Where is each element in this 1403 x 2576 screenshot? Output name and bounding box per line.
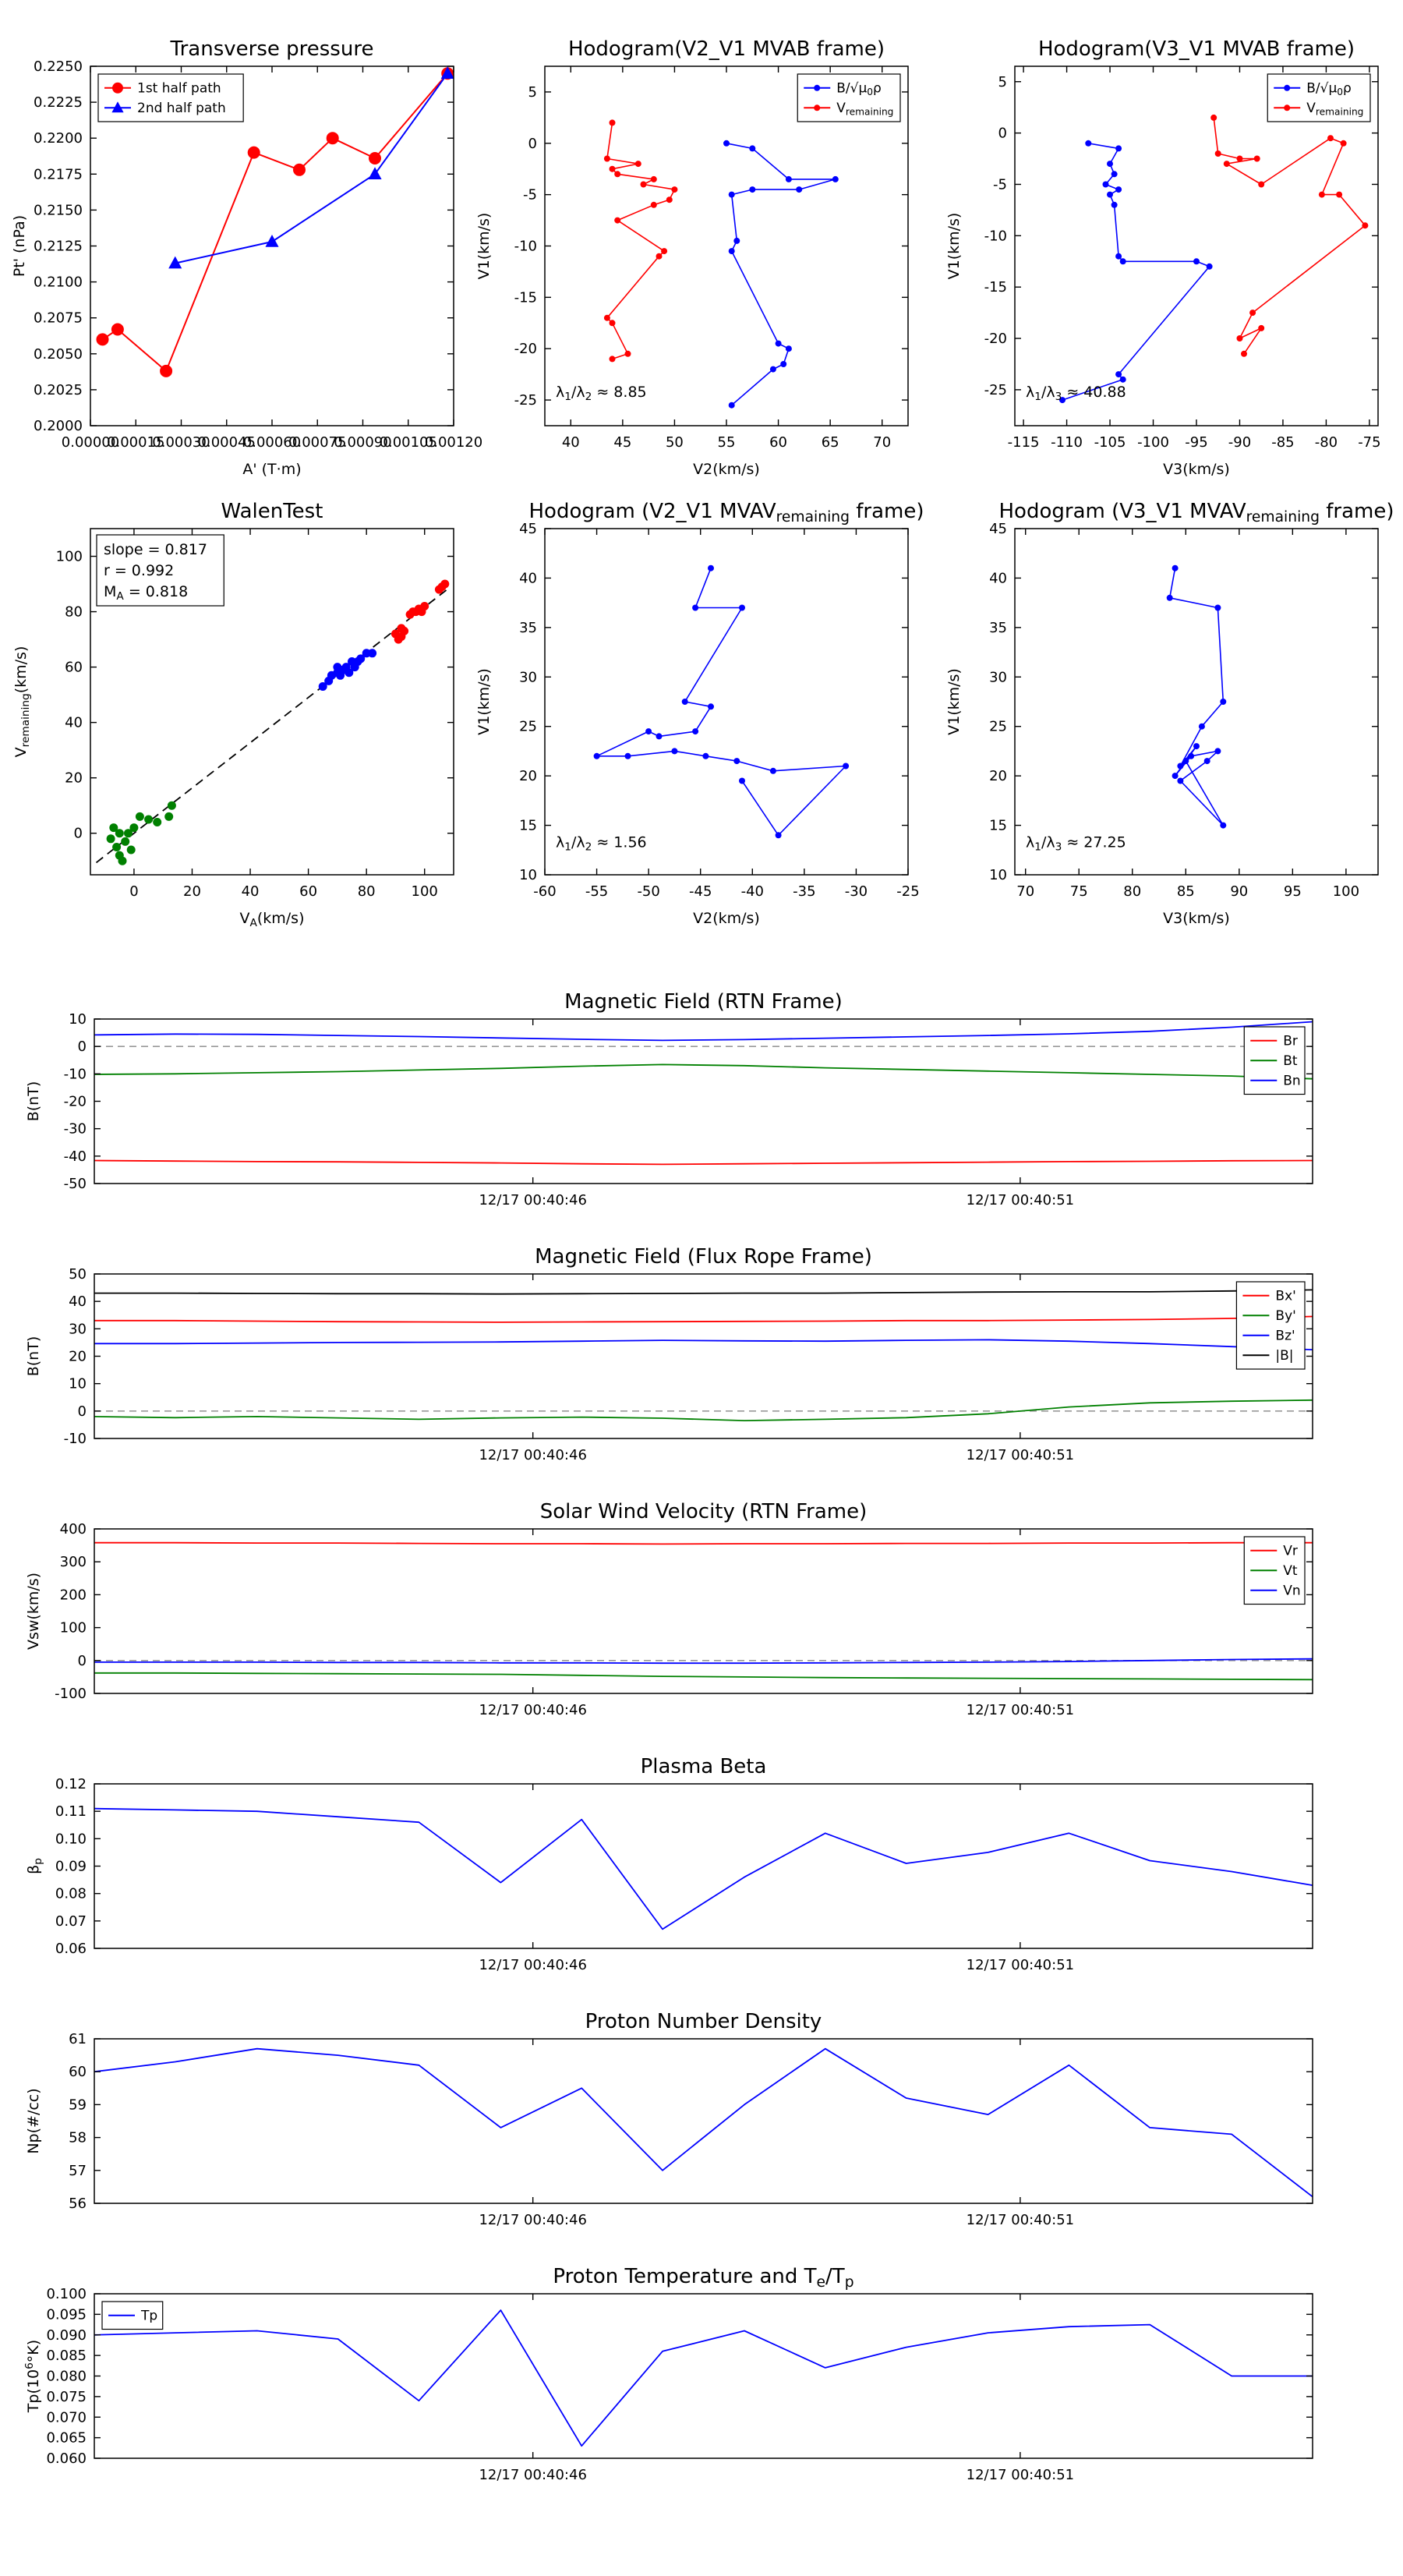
svg-text:0.085: 0.085 — [46, 2348, 87, 2365]
svg-text:V1(km/s): V1(km/s) — [475, 668, 493, 735]
svg-text:2nd half path: 2nd half path — [137, 101, 226, 117]
svg-text:5: 5 — [528, 83, 537, 101]
svg-text:-55: -55 — [585, 883, 609, 900]
svg-text:-90: -90 — [1228, 434, 1252, 451]
svg-text:200: 200 — [59, 1587, 87, 1604]
svg-text:20: 20 — [65, 770, 83, 787]
svg-text:0.2025: 0.2025 — [34, 381, 83, 398]
svg-text:Tp(106°K): $Tp(10^6^\circ K)$ — [23, 2339, 42, 2413]
svg-text:Tp: Tp — [141, 2308, 158, 2324]
svg-text:Bz': Bz' — [1275, 1328, 1295, 1344]
svg-text:90: 90 — [1230, 883, 1249, 900]
svg-text:Proton Temperature and Te/Tp: Proton Temperature and $T_e/T_p$ — [553, 2265, 854, 2291]
svg-text:-30: -30 — [844, 883, 868, 900]
svg-text:V3(km/s): V3(km/s) — [1163, 461, 1230, 478]
svg-text:0.090: 0.090 — [46, 2327, 87, 2344]
svg-text:0.00045: 0.00045 — [197, 434, 256, 451]
svg-text:0.00060: 0.00060 — [242, 434, 302, 451]
svg-text:100: 100 — [55, 548, 83, 565]
svg-text:40: 40 — [519, 570, 537, 587]
svg-text:20: 20 — [989, 768, 1007, 785]
svg-text:50: 50 — [69, 1266, 87, 1283]
svg-text:0.095: 0.095 — [46, 2306, 87, 2323]
svg-text:0.00105: 0.00105 — [379, 434, 437, 451]
svg-text:12/17 00:40:46: 12/17 00:40:46 — [479, 2467, 587, 2483]
svg-text:-95: -95 — [1185, 434, 1208, 451]
svg-text:B/√μ0ρ: B/√μ0ρ — [836, 80, 882, 98]
svg-text:-15: -15 — [984, 279, 1007, 296]
svg-text:0.075: 0.075 — [46, 2388, 87, 2405]
svg-text:V1(km/s): V1(km/s) — [475, 212, 493, 280]
svg-text:0.06: 0.06 — [55, 1941, 87, 1957]
svg-text:1st half path: 1st half path — [137, 80, 221, 97]
chart-hodogram-v2v1-mvav — [475, 500, 924, 927]
chart-transverse-pressure — [11, 37, 482, 478]
svg-text:MA = 0.818: MA = 0.818 — [104, 583, 189, 603]
svg-text:30: 30 — [69, 1321, 87, 1338]
svg-text:Bt: Bt — [1283, 1053, 1298, 1070]
svg-text:58: 58 — [69, 2129, 87, 2146]
svg-text:-30: -30 — [63, 1120, 87, 1138]
svg-text:0.00000: 0.00000 — [61, 434, 120, 451]
svg-text:Hodogram (V3_V1 MVAVremaining: Hodogram (V3_V1 $MVAV_{remaining}$ frame) — [998, 500, 1394, 526]
svg-text:-40: -40 — [63, 1148, 87, 1165]
svg-text:-5: -5 — [993, 176, 1007, 193]
chart-proton-density — [25, 2010, 1313, 2228]
chart-walen-test — [12, 500, 454, 929]
svg-text:70: 70 — [873, 434, 892, 451]
svg-text:-10: -10 — [63, 1431, 87, 1447]
svg-text:βp: βp — [25, 1858, 44, 1874]
svg-text:80: 80 — [65, 603, 83, 621]
svg-text:A' (T·m): A' (T·m) — [242, 461, 302, 478]
svg-text:|B|: |B| — [1275, 1348, 1294, 1364]
svg-text:0.08: 0.08 — [55, 1885, 87, 1902]
svg-text:-45: -45 — [689, 883, 712, 900]
svg-text:12/17 00:40:46: 12/17 00:40:46 — [479, 1447, 587, 1463]
svg-text:Magnetic Field (RTN Frame): Magnetic Field (RTN Frame) — [564, 990, 843, 1014]
svg-text:12/17 00:40:46: 12/17 00:40:46 — [479, 1957, 587, 1973]
svg-text:-10: -10 — [63, 1066, 87, 1083]
svg-text:0: 0 — [998, 125, 1007, 142]
svg-text:0: 0 — [73, 825, 83, 842]
svg-text:Np(#/cc): Np(#/cc) — [25, 2088, 42, 2154]
svg-text:-75: -75 — [1358, 434, 1381, 451]
svg-text:V3(km/s): V3(km/s) — [1163, 910, 1230, 927]
svg-text:12/17 00:40:51: 12/17 00:40:51 — [966, 1192, 1075, 1208]
svg-text:V1(km/s): V1(km/s) — [945, 212, 963, 280]
svg-text:40: 40 — [241, 883, 260, 900]
svg-text:60: 60 — [65, 659, 83, 676]
chart-mag-rtn — [25, 990, 1313, 1208]
svg-text:-25: -25 — [896, 883, 920, 900]
svg-text:100: 100 — [1332, 883, 1360, 900]
svg-text:60: 60 — [299, 883, 318, 900]
svg-text:45: 45 — [613, 434, 632, 451]
svg-text:30: 30 — [989, 669, 1007, 686]
chart-hodogram-v3v1-mvab — [945, 37, 1381, 478]
svg-text:40: 40 — [65, 714, 83, 731]
svg-text:-115: -115 — [1007, 434, 1040, 451]
svg-text:Vsw(km/s): Vsw(km/s) — [25, 1572, 42, 1651]
svg-text:Vremaining: Vremaining — [1306, 101, 1364, 118]
chart-mag-fluxrope — [25, 1245, 1313, 1463]
svg-text:-100: -100 — [1137, 434, 1169, 451]
svg-text:0.00015: 0.00015 — [107, 434, 165, 451]
svg-text:-20: -20 — [984, 331, 1007, 348]
svg-text:0.00120: 0.00120 — [424, 434, 483, 451]
svg-text:20: 20 — [519, 768, 537, 785]
svg-text:0.2200: 0.2200 — [34, 130, 83, 147]
svg-text:0.065: 0.065 — [46, 2429, 87, 2447]
svg-text:65: 65 — [821, 434, 839, 451]
svg-text:59: 59 — [69, 2097, 87, 2114]
svg-text:0: 0 — [77, 1652, 87, 1669]
chart-solar-wind — [25, 1500, 1313, 1718]
svg-text:400: 400 — [59, 1521, 87, 1537]
svg-text:-20: -20 — [514, 341, 537, 358]
svg-text:12/17 00:40:46: 12/17 00:40:46 — [479, 2212, 587, 2228]
svg-text:0.2175: 0.2175 — [34, 166, 83, 183]
svg-text:100: 100 — [59, 1619, 87, 1637]
svg-text:0.00075: 0.00075 — [288, 434, 347, 451]
svg-text:B/√μ0ρ: B/√μ0ρ — [1306, 80, 1352, 98]
svg-text:0.00090: 0.00090 — [334, 434, 392, 451]
chart-plasma-beta — [25, 1755, 1313, 1973]
svg-text:Vt: Vt — [1283, 1563, 1298, 1580]
svg-text:12/17 00:40:51: 12/17 00:40:51 — [966, 2212, 1075, 2228]
svg-text:Br: Br — [1283, 1033, 1298, 1049]
svg-text:Proton Number Density: Proton Number Density — [585, 2010, 822, 2033]
svg-text:0: 0 — [528, 135, 537, 152]
svg-text:10: 10 — [519, 867, 537, 883]
svg-text:0.060: 0.060 — [46, 2450, 87, 2467]
svg-text:-105: -105 — [1094, 434, 1126, 451]
svg-text:-100: -100 — [55, 1686, 87, 1702]
svg-text:Magnetic Field (Flux Rope Fram: Magnetic Field (Flux Rope Frame) — [535, 1245, 872, 1269]
svg-text:45: 45 — [989, 521, 1007, 537]
svg-text:60: 60 — [69, 2064, 87, 2081]
svg-text:5: 5 — [998, 73, 1007, 90]
svg-text:Hodogram(V2_V1 MVAB frame): Hodogram(V2_V1 MVAB frame) — [567, 37, 885, 61]
svg-text:100: 100 — [411, 883, 438, 900]
svg-text:-25: -25 — [984, 381, 1007, 398]
svg-text:Bn: Bn — [1283, 1073, 1301, 1089]
svg-text:0.100: 0.100 — [46, 2286, 87, 2302]
svg-text:35: 35 — [989, 619, 1007, 636]
svg-text:0.11: 0.11 — [55, 1803, 87, 1821]
svg-text:15: 15 — [989, 817, 1007, 834]
chart-proton-temp — [23, 2265, 1313, 2483]
svg-text:10: 10 — [69, 1375, 87, 1392]
svg-text:0.12: 0.12 — [55, 1776, 87, 1792]
svg-text:V1(km/s): V1(km/s) — [945, 668, 963, 735]
svg-text:Hodogram (V2_V1 MVAVremaining: Hodogram (V2_V1 $MVAV_{remaining}$ frame) — [528, 500, 924, 526]
svg-text:0.2125: 0.2125 — [34, 238, 83, 255]
svg-text:12/17 00:40:51: 12/17 00:40:51 — [966, 2467, 1075, 2483]
svg-text:-20: -20 — [63, 1093, 87, 1110]
svg-text:300: 300 — [59, 1554, 87, 1571]
svg-text:0.2050: 0.2050 — [34, 345, 83, 363]
svg-text:0.10: 0.10 — [55, 1831, 87, 1848]
svg-text:Vr: Vr — [1283, 1543, 1298, 1559]
svg-text:-25: -25 — [514, 392, 537, 409]
svg-text:35: 35 — [519, 619, 537, 636]
svg-text:25: 25 — [519, 718, 537, 735]
svg-text:r = 0.992: r = 0.992 — [104, 562, 175, 579]
svg-text:0.2075: 0.2075 — [34, 310, 83, 327]
svg-text:12/17 00:40:51: 12/17 00:40:51 — [966, 1447, 1075, 1463]
svg-text:-5: -5 — [523, 186, 537, 203]
svg-text:-50: -50 — [63, 1176, 87, 1192]
svg-text:12/17 00:40:51: 12/17 00:40:51 — [966, 1957, 1075, 1973]
svg-text:57: 57 — [69, 2162, 87, 2179]
svg-text:80: 80 — [1123, 883, 1142, 900]
svg-text:15: 15 — [519, 817, 537, 834]
svg-text:λ1/λ3 ≈ 40.88: λ1/λ3 ≈ 40.88 — [1025, 384, 1126, 403]
svg-text:-85: -85 — [1271, 434, 1295, 451]
svg-text:50: 50 — [665, 434, 684, 451]
svg-text:12/17 00:40:46: 12/17 00:40:46 — [479, 1192, 587, 1208]
svg-text:0.2250: 0.2250 — [34, 58, 83, 75]
svg-text:45: 45 — [519, 521, 537, 537]
svg-text:Vremaining: Vremaining — [836, 101, 894, 118]
svg-text:V2(km/s): V2(km/s) — [693, 461, 760, 478]
svg-text:0.2225: 0.2225 — [34, 94, 83, 111]
svg-text:95: 95 — [1283, 883, 1302, 900]
svg-text:30: 30 — [519, 669, 537, 686]
svg-text:-60: -60 — [533, 883, 557, 900]
svg-text:Vremaining(km/s): Vremaining(km/s) — [12, 646, 32, 758]
svg-text:40: 40 — [989, 570, 1007, 587]
svg-text:61: 61 — [69, 2031, 87, 2047]
svg-text:-15: -15 — [514, 289, 537, 306]
svg-text:-50: -50 — [637, 883, 660, 900]
svg-text:B(nT): B(nT) — [25, 1081, 42, 1122]
svg-text:85: 85 — [1176, 883, 1195, 900]
svg-text:12/17 00:40:51: 12/17 00:40:51 — [966, 1702, 1075, 1718]
svg-text:0.2100: 0.2100 — [34, 274, 83, 291]
svg-text:0.2000: 0.2000 — [34, 418, 83, 434]
svg-text:-10: -10 — [984, 228, 1007, 245]
svg-text:V2(km/s): V2(km/s) — [693, 910, 760, 927]
svg-text:75: 75 — [1069, 883, 1088, 900]
svg-text:-110: -110 — [1051, 434, 1083, 451]
svg-text:Plasma Beta: Plasma Beta — [640, 1755, 767, 1778]
svg-text:VA(km/s): VA(km/s) — [239, 910, 305, 929]
svg-text:10: 10 — [69, 1011, 87, 1028]
svg-text:12/17 00:40:46: 12/17 00:40:46 — [479, 1702, 587, 1718]
svg-text:20: 20 — [69, 1348, 87, 1365]
svg-text:0: 0 — [129, 883, 139, 900]
svg-text:Vn: Vn — [1283, 1583, 1301, 1599]
svg-text:λ1/λ2 ≈ 1.56: λ1/λ2 ≈ 1.56 — [555, 833, 647, 854]
svg-text:10: 10 — [989, 867, 1007, 883]
svg-text:0.070: 0.070 — [46, 2409, 87, 2426]
svg-text:Pt' (nPa): Pt' (nPa) — [11, 214, 28, 278]
chart-hodogram-v3v1-mvav — [945, 500, 1394, 927]
svg-text:By': By' — [1275, 1308, 1296, 1325]
svg-text:-35: -35 — [793, 883, 816, 900]
svg-text:0.2150: 0.2150 — [34, 202, 83, 219]
svg-text:0: 0 — [77, 1403, 87, 1420]
chart-hodogram-v2v1-mvab — [475, 37, 908, 478]
svg-text:70: 70 — [1016, 883, 1035, 900]
svg-text:Hodogram(V3_V1 MVAB frame): Hodogram(V3_V1 MVAB frame) — [1037, 37, 1355, 61]
svg-text:WalenTest: WalenTest — [221, 500, 323, 523]
svg-text:60: 60 — [769, 434, 788, 451]
svg-text:55: 55 — [717, 434, 736, 451]
svg-text:slope = 0.817: slope = 0.817 — [104, 541, 207, 558]
svg-text:40: 40 — [69, 1293, 87, 1311]
svg-text:Solar Wind Velocity (RTN Frame: Solar Wind Velocity (RTN Frame) — [539, 1500, 868, 1523]
svg-text:-10: -10 — [514, 238, 537, 255]
svg-text:λ1/λ2 ≈ 8.85: λ1/λ2 ≈ 8.85 — [555, 384, 647, 403]
svg-text:Transverse pressure: Transverse pressure — [170, 37, 374, 61]
svg-text:Bx': Bx' — [1275, 1288, 1296, 1304]
svg-text:-80: -80 — [1314, 434, 1338, 451]
svg-text:25: 25 — [989, 718, 1007, 735]
svg-text:0.09: 0.09 — [55, 1858, 87, 1875]
svg-text:80: 80 — [357, 883, 376, 900]
svg-text:λ1/λ3 ≈ 27.25: λ1/λ3 ≈ 27.25 — [1025, 833, 1126, 854]
svg-text:0.00030: 0.00030 — [152, 434, 210, 451]
svg-text:20: 20 — [183, 883, 201, 900]
svg-text:B(nT): B(nT) — [25, 1336, 42, 1377]
svg-text:0.080: 0.080 — [46, 2368, 87, 2385]
svg-text:-40: -40 — [740, 883, 764, 900]
svg-text:56: 56 — [69, 2196, 87, 2212]
svg-text:0: 0 — [77, 1039, 87, 1056]
svg-text:40: 40 — [561, 434, 580, 451]
svg-text:0.07: 0.07 — [55, 1913, 87, 1930]
